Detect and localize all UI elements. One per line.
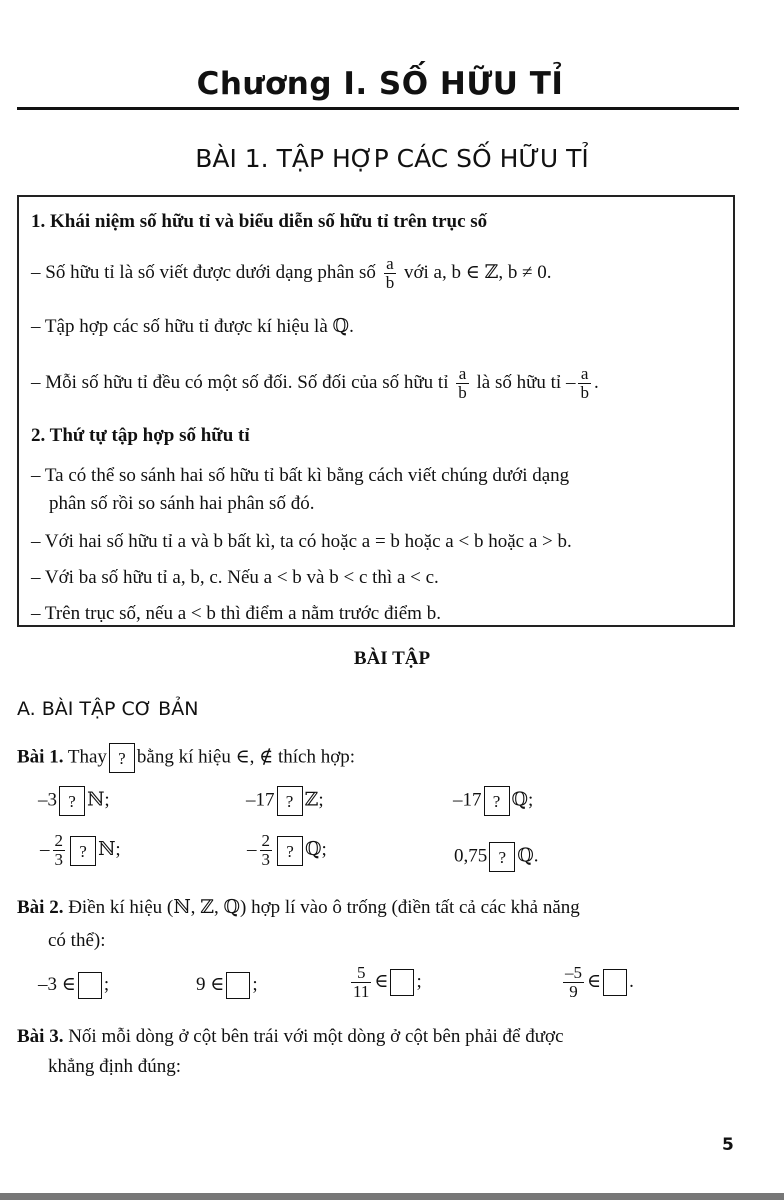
bai2-item-4: $\frac{-5}{9}$ ∈ .	[565, 963, 634, 1001]
bai1-label: Bài 1.	[17, 746, 64, 768]
answer-box[interactable]: ?	[59, 786, 85, 816]
bai1-line: Bài 1. Thay ? bằng kí hiệu ∈, ∉ thích hợp:	[17, 743, 355, 773]
theory-line-3: – Mỗi số hữu tỉ đều có một số đối. Số đối của số hữu tỉ $\frac{a}{b}$ là số hữu tỉ – $\frac{a}{b}$ .	[31, 364, 599, 402]
bai2-item-1: –3 ∈ ;	[38, 972, 109, 999]
answer-box[interactable]: ?	[277, 786, 303, 816]
bai2-line-2: có thể):	[48, 930, 106, 951]
theory-line-4a: – Ta có thể so sánh hai số hữu tỉ bất kì bằng cách viết chúng dưới dạng	[31, 465, 570, 486]
empty-box[interactable]	[390, 969, 414, 996]
fraction-a-b-negative: $\frac{a}{b}$	[580, 364, 589, 402]
bai2-label: Bài 2.	[17, 897, 64, 918]
bai3-line-1: Bài 3. Nối mỗi dòng ở cột bên trái với một dòng ở cột bên phải để được	[17, 1026, 564, 1047]
theory-line-6: – Với ba số hữu tỉ a, b, c. Nếu a < b và b < c thì a < c.	[31, 567, 439, 588]
bai1-item-2: –17 ? ℤ;	[246, 786, 324, 816]
theory-line-2: – Tập hợp các số hữu tỉ được kí hiệu là ℚ.	[31, 316, 354, 337]
chapter-rule	[17, 107, 739, 110]
chapter-title: Chương I. SỐ HỮU TỈ	[196, 66, 564, 102]
theory-line-1-cond: với a, b ∈ ℤ, b ≠ 0.	[403, 261, 552, 283]
answer-box[interactable]: ?	[70, 836, 96, 866]
bai3-label: Bài 3.	[17, 1026, 64, 1047]
theory-line-1-text: – Số hữu tỉ là số viết được dưới dạng phân số	[31, 261, 376, 283]
theory-box	[17, 195, 735, 627]
theory-line-3-text: – Mỗi số hữu tỉ đều có một số đối. Số đối của số hữu tỉ	[31, 371, 449, 393]
fraction-a-b: $\frac{a}{b}$	[385, 254, 395, 292]
empty-box[interactable]	[226, 972, 250, 999]
bai1-item-3: –17 ? ℚ;	[453, 786, 533, 816]
bai1-item-1: –3 ? ℕ;	[38, 786, 110, 816]
bai2-item-3: $\frac{5}{11}$ ∈ ;	[353, 963, 422, 1001]
question-box: ?	[109, 743, 135, 773]
empty-box[interactable]	[603, 969, 627, 996]
theory-line-4b: phân số rồi so sánh hai phân số đó.	[49, 493, 315, 514]
answer-box[interactable]: ?	[277, 836, 303, 866]
theory-line-7: – Trên trục số, nếu a < b thì điểm a nằm trước điểm b.	[31, 603, 441, 624]
answer-box[interactable]: ?	[489, 842, 515, 872]
bai2-item-2: 9 ∈ ;	[196, 972, 258, 999]
theory-heading-2: 2. Thứ tự tập hợp số hữu tỉ	[31, 425, 250, 446]
exercises-title: BÀI TẬP	[353, 648, 431, 669]
section-a-title: A. BÀI TẬP CƠ BẢN	[17, 698, 199, 720]
minus-sign: –	[565, 371, 576, 393]
theory-heading-1: 1. Khái niệm số hữu tỉ và biểu diễn số hữu tỉ trên trục số	[31, 211, 488, 232]
bottom-edge	[0, 1193, 784, 1200]
answer-box[interactable]: ?	[484, 786, 510, 816]
bai3-line-2: khẳng định đúng:	[48, 1056, 181, 1077]
bai1-item-4: – $\frac{2}{3}$ ? ℕ;	[40, 831, 121, 869]
bai1-item-6: 0,75 ? ℚ.	[454, 842, 539, 872]
bai1-item-5: – $\frac{2}{3}$ ? ℚ;	[247, 831, 327, 869]
theory-line-5: – Với hai số hữu tỉ a và b bất kì, ta có hoặc a = b hoặc a < b hoặc a > b.	[31, 531, 572, 552]
theory-line-1	[31, 255, 552, 292]
fraction-a-b: $\frac{a}{b}$	[458, 364, 467, 402]
page-number: 5	[722, 1135, 734, 1155]
lesson-title: BÀI 1. TẬP HỢP CÁC SỐ HỮU TỈ	[195, 144, 589, 173]
theory-line-3-text-b: là số hữu tỉ	[476, 371, 562, 393]
empty-box[interactable]	[78, 972, 102, 999]
bai2-line-1: Bài 2. Điền kí hiệu (ℕ, ℤ, ℚ) hợp lí vào ô trống (điền tất cả các khả năng	[17, 897, 580, 918]
